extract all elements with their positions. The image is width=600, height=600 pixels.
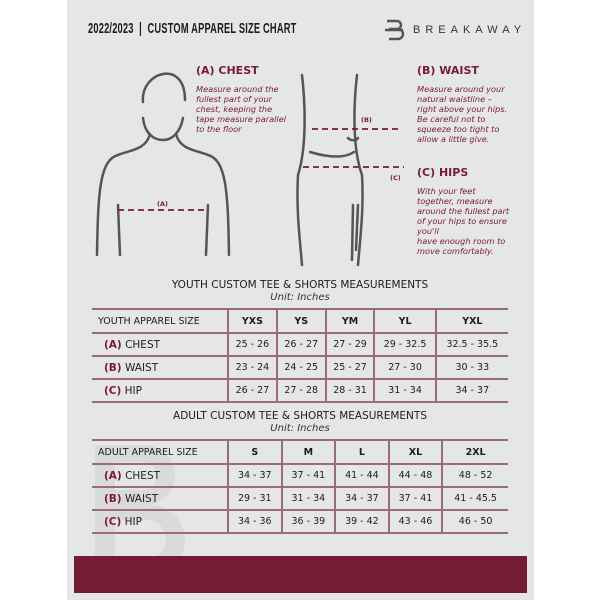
text-line: CHEST (125, 469, 161, 482)
table-cell: 37 - 41 (389, 487, 443, 510)
table-row (92, 333, 508, 356)
table-cell: 2XL (442, 440, 508, 464)
table-cell: 25 - 27 (326, 356, 375, 379)
table-row (92, 510, 508, 533)
table-cell: YXL (436, 309, 508, 333)
hips-heading: (C) HIPS (417, 166, 469, 179)
table-cell: 23 - 24 (228, 356, 277, 379)
table-cell: 24 - 25 (277, 356, 326, 379)
table-cell: XL (389, 440, 443, 464)
adult-table-unit: Unit: Inches (270, 423, 330, 434)
text-line: around the fullest part (417, 206, 510, 216)
text-line: HIP (124, 384, 142, 397)
text-line: Measure around your (417, 84, 505, 94)
text-line: HIP (124, 515, 142, 528)
chest-marker: (A) (157, 200, 168, 208)
text-line: tape measure parallel (196, 114, 287, 124)
text-line: WAIST (124, 361, 159, 374)
table-row (92, 379, 508, 402)
table-cell (92, 464, 228, 487)
table-cell: 28 - 31 (326, 379, 375, 402)
table-cell: YL (374, 309, 435, 333)
table-cell: 27 - 28 (277, 379, 326, 402)
torso-outline (297, 75, 362, 265)
table-cell: 27 - 30 (374, 356, 435, 379)
page-title: 2022/2023 | CUSTOM APPAREL SIZE CHART (88, 20, 297, 37)
table-cell: 34 - 37 (436, 379, 508, 402)
head-outline (143, 74, 185, 140)
table-cell: 44 - 48 (389, 464, 443, 487)
brand-name: BREAKAWAY (413, 24, 527, 36)
table-cell: L (335, 440, 389, 464)
table-cell: 26 - 27 (277, 333, 326, 356)
table-cell (92, 510, 228, 533)
adult-size-table (92, 439, 508, 534)
text-line: to the floor (196, 124, 242, 134)
table-cell: M (282, 440, 336, 464)
table-cell (92, 333, 228, 356)
chest-description (196, 84, 286, 134)
text-line: have enough room to (417, 236, 506, 246)
measure-code: (A) (104, 469, 122, 482)
body-figures (0, 0, 600, 280)
table-cell: 41 - 44 (335, 464, 389, 487)
measure-code: (B) (104, 361, 122, 374)
table-cell: YS (277, 309, 326, 333)
table-cell: 34 - 37 (335, 487, 389, 510)
table-cell (92, 379, 228, 402)
table-header-row (92, 309, 508, 333)
table-row (92, 464, 508, 487)
youth-table-unit: Unit: Inches (270, 292, 330, 303)
table-cell (92, 356, 228, 379)
table-cell: 27 - 29 (326, 333, 375, 356)
text-line: right above your hips. (417, 104, 508, 114)
text-line: you'll (417, 226, 439, 236)
hips-description (417, 186, 509, 256)
table-header-row (92, 440, 508, 464)
table-cell: 46 - 50 (442, 510, 508, 533)
text-line: fullest part of your (196, 94, 273, 104)
text-line: Be careful not to (417, 114, 486, 124)
text-line: WAIST (124, 492, 159, 505)
text-line: Measure around the (196, 84, 279, 94)
youth-table-title: YOUTH CUSTOM TEE & SHORTS MEASUREMENTS (171, 279, 429, 291)
text-line: CHEST (125, 338, 161, 351)
measure-code: (C) (104, 384, 122, 397)
table-row (92, 487, 508, 510)
waist-marker: (B) (361, 116, 372, 124)
text-line: of your hips to ensure (417, 216, 507, 226)
shoulders-outline (97, 134, 229, 255)
waist-heading: (B) WAIST (417, 64, 479, 77)
table-cell: 29 - 31 (228, 487, 282, 510)
table-cell: YOUTH APPAREL SIZE (92, 309, 228, 333)
table-cell: S (228, 440, 282, 464)
table-cell: 41 - 45.5 (442, 487, 508, 510)
table-cell: 26 - 27 (228, 379, 277, 402)
hips-marker: (C) (390, 174, 401, 182)
text-line: together, measure (417, 196, 493, 206)
table-cell: 34 - 36 (228, 510, 282, 533)
measure-code: (B) (104, 492, 122, 505)
table-cell: 48 - 52 (442, 464, 508, 487)
table-cell: 39 - 42 (335, 510, 389, 533)
waist-description (417, 84, 507, 144)
table-cell: 34 - 37 (228, 464, 282, 487)
table-cell: ADULT APPAREL SIZE (92, 440, 228, 464)
table-cell: 43 - 46 (389, 510, 443, 533)
table-cell: 32.5 - 35.5 (436, 333, 508, 356)
footer-band (74, 556, 527, 593)
table-cell: 31 - 34 (374, 379, 435, 402)
measure-code: (C) (104, 515, 122, 528)
text-line: natural waistline – (417, 94, 492, 104)
table-cell: 30 - 33 (436, 356, 508, 379)
text-line: move comfortably. (417, 246, 494, 256)
table-cell (92, 487, 228, 510)
table-cell: YM (326, 309, 375, 333)
table-cell: 25 - 26 (228, 333, 277, 356)
table-cell: 29 - 32.5 (374, 333, 435, 356)
text-line: allow a little give. (417, 134, 490, 144)
adult-table-title: ADULT CUSTOM TEE & SHORTS MEASUREMENTS (173, 410, 427, 422)
text-line: chest, keeping the (196, 104, 273, 114)
table-cell: 37 - 41 (282, 464, 336, 487)
measure-code: (A) (104, 338, 122, 351)
table-cell: YXS (228, 309, 277, 333)
table-cell: 31 - 34 (282, 487, 336, 510)
text-line: With your feet (417, 186, 476, 196)
chest-heading: (A) CHEST (196, 64, 259, 77)
table-cell: 36 - 39 (282, 510, 336, 533)
text-line: squeeze too tight to (417, 124, 500, 134)
table-row (92, 356, 508, 379)
youth-size-table (92, 308, 508, 403)
